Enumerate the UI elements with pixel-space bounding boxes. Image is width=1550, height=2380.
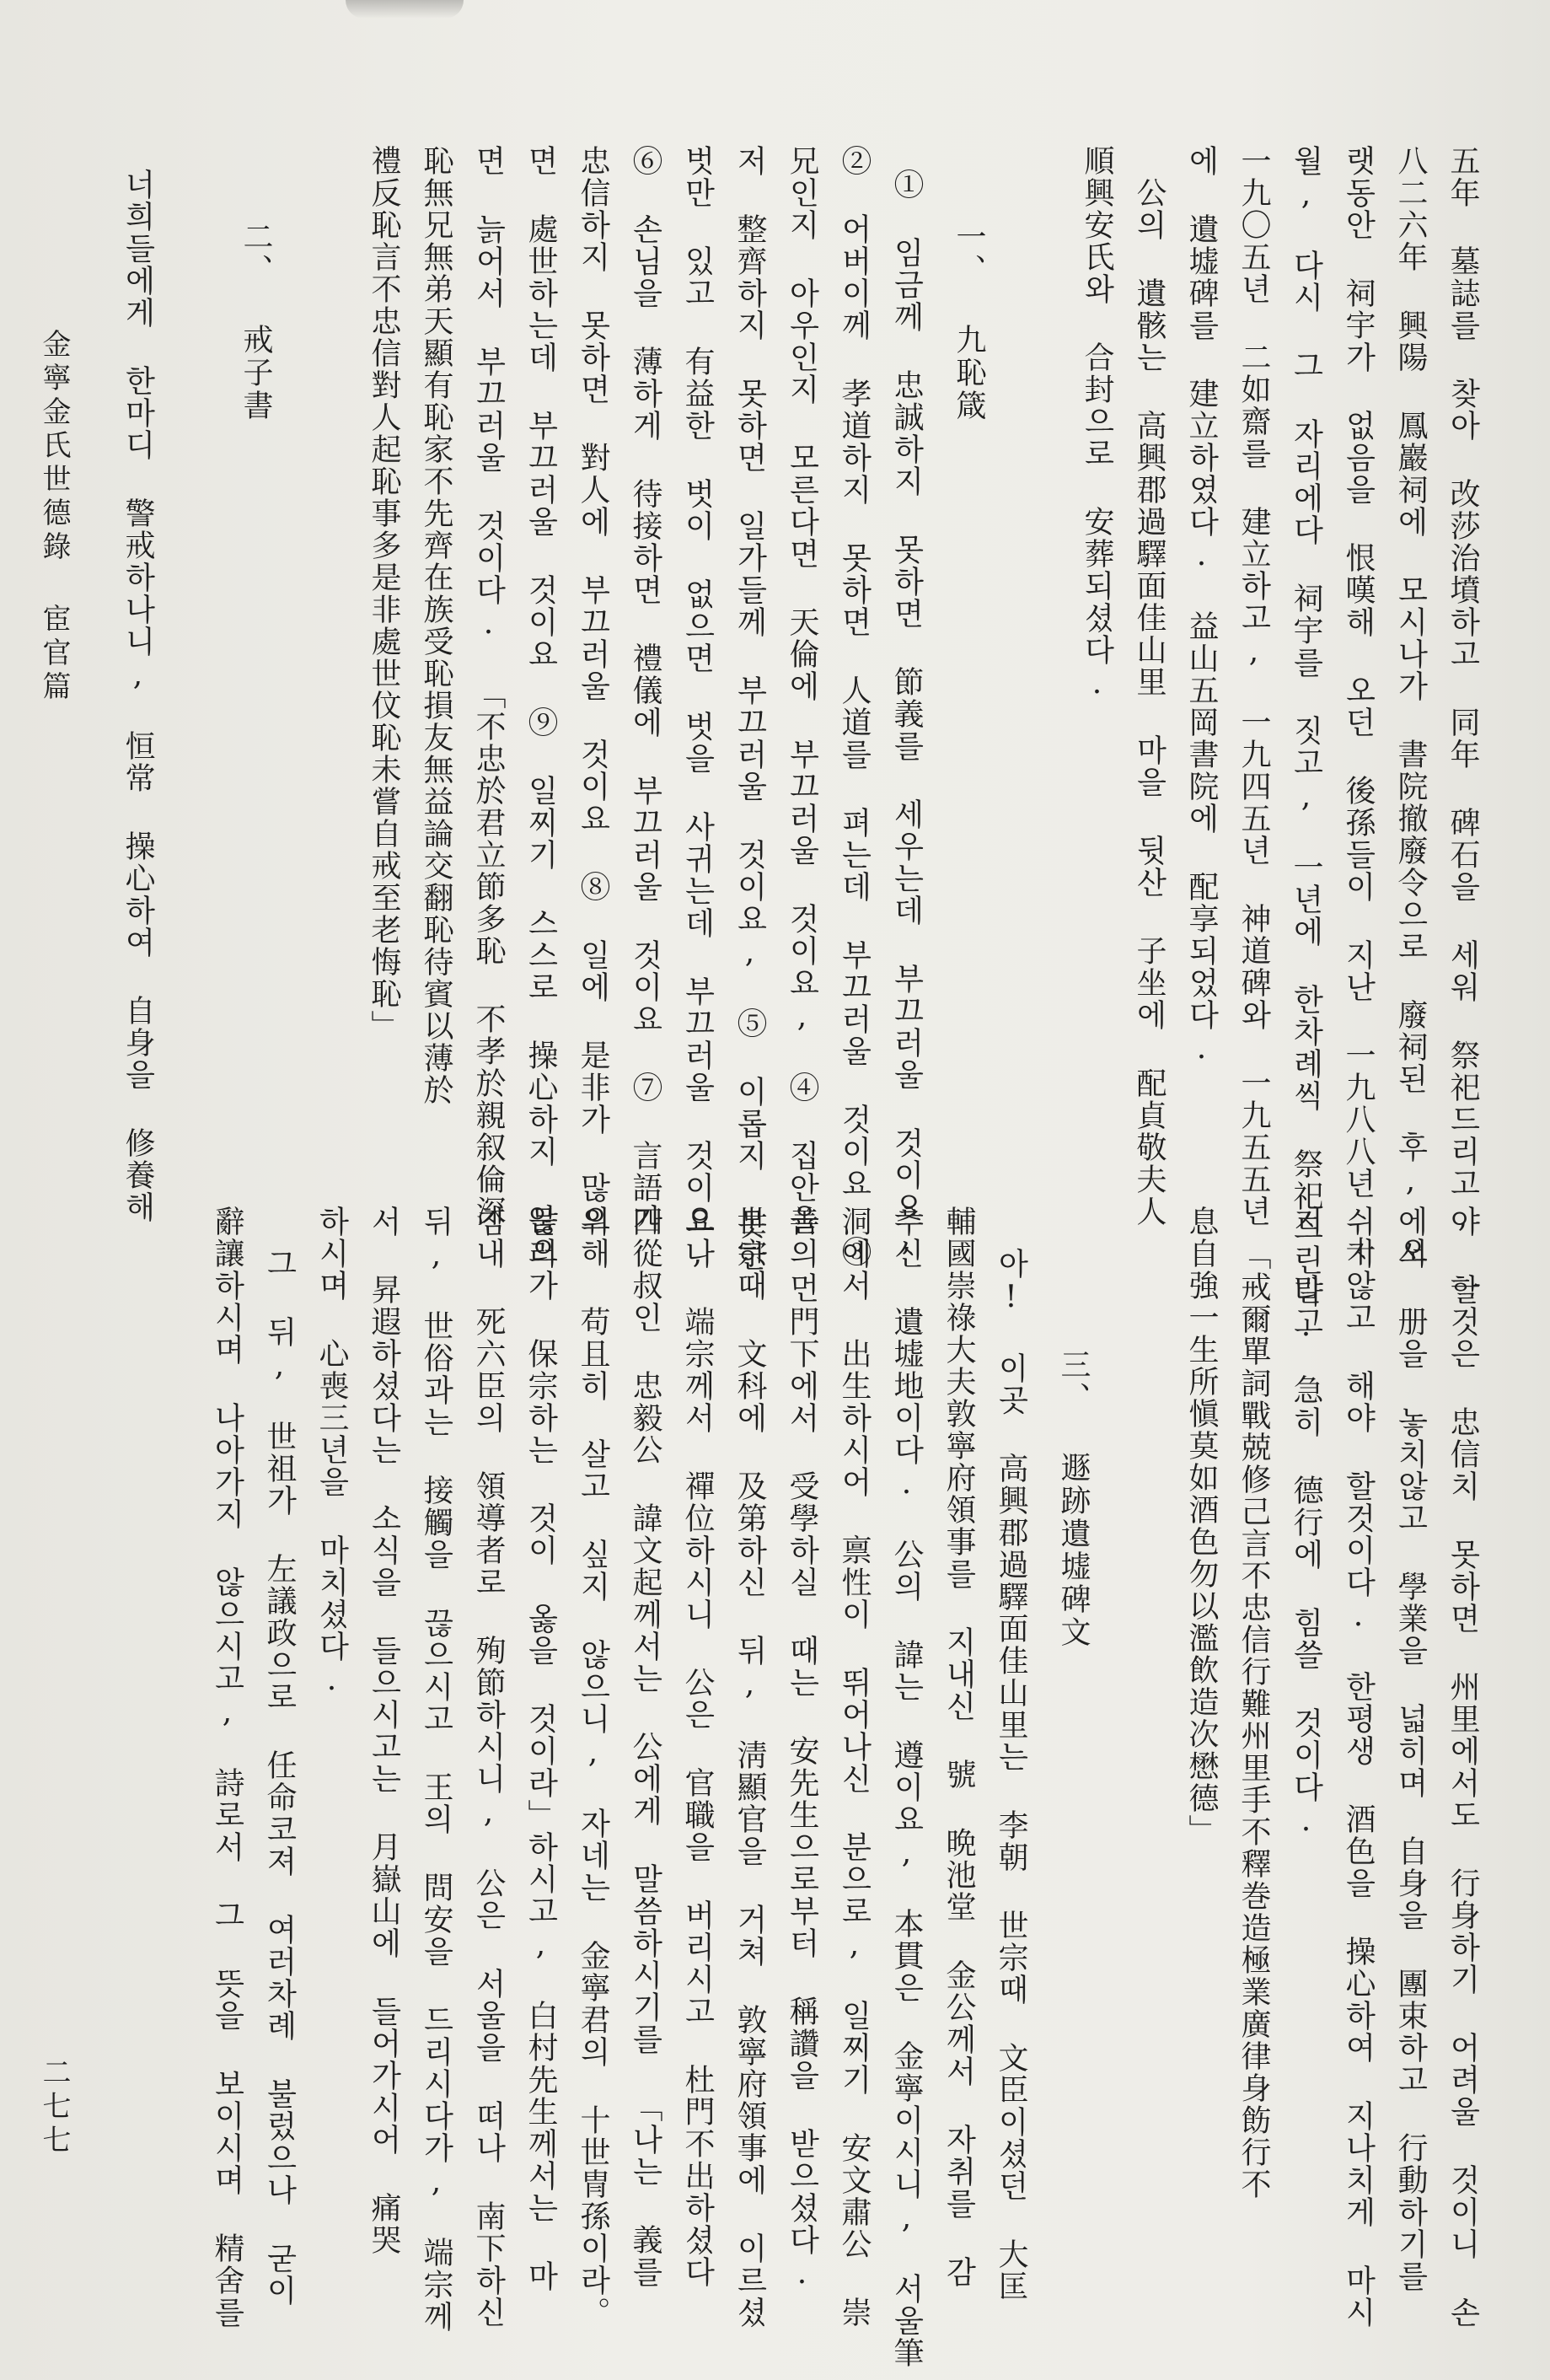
section-heading: 三、 遯跡遺墟碑文 — [1056, 1349, 1091, 1649]
text-column: 월, 다시 그 자리에다 祠宇를 짓고, 一년에 한차례씩 祭祀드린다. — [1289, 145, 1323, 1345]
text-column: 輔國崇祿大夫敦寧府領事를 지내신 號 晩池堂 金公께서 자취를 감 — [941, 1206, 976, 2288]
text-column: 하시며 心喪三년을 마치셨다. — [314, 1206, 349, 1699]
text-column: 에서 册을 놓치않고 學業을 넓히며 自身을 團束하고 行動하기를 — [1393, 1206, 1428, 2292]
text-column: 辭讓하시며 나아가지 않으시고, 詩로서 그 뜻을 보이시며 精舍를 — [210, 1206, 244, 2329]
text-column: 위해 苟且히 살고 싶지 않으니, 자네는 金寧君의 十世冑孫이라。 — [576, 1206, 610, 2329]
text-column: 에 遺墟碑를 建立하였다. 益山五岡書院에 配享되었다. — [1184, 145, 1219, 1067]
text-column: 息自強一生所愼莫如酒色勿以濫飲造次懋德」 — [1184, 1206, 1219, 1846]
text-column: 洞에서 出生하시어 禀性이 뛰어나신 분으로, 일찌기 安文肅公 崇 — [837, 1206, 872, 2329]
text-column: 쉬지않고 해야 할것이다. 한평생 酒色을 操心하여 지나치게 마시 — [1341, 1206, 1376, 2329]
text-column: 五年 墓誌를 찾아 改莎治墳하고 同年 碑石을 세워 祭祀드리고, 一 — [1445, 145, 1480, 1304]
text-column: 公의 遺骸는 高興郡過驛面佳山里 마을 뒷산 子坐에 配貞敬夫人 — [1132, 177, 1167, 1228]
text-column: 추신 遺墟地이다. 公의 諱는 遵이요, 本貫은 金寧이시니, 서울筆 — [889, 1206, 924, 2369]
text-column: 四從叔인 忠毅公 諱文起께서는 公에게 말씀하시기를 「나는 義를 — [628, 1206, 662, 2288]
text-column: ② 어버이께 孝道하지 못하면 人道를 펴는데 부끄러울 것이요 ③ — [837, 145, 872, 1268]
text-column: 忠信하지 못하면 對人에 부끄러울 것이요 ⑧ 일에 是非가 많으 — [576, 145, 610, 1236]
text-column: 兄인지 아우인지 모른다면 天倫에 부끄러울 것이요, ④ 집안을 먼 — [785, 145, 819, 1304]
text-column: 서 昇遐하셨다는 소식을 들으시고는 月嶽山에 들어가시어 痛哭 — [367, 1206, 401, 2256]
text-column: 저 整齊하지 못하면 일가들께 부끄러울 것이요, ⑤ 이롭지 못한 — [732, 145, 767, 1272]
text-column: 禮反恥言不忠信對人起恥事多是非處世伩恥未嘗自戒至老悔恥」 — [367, 145, 401, 1042]
text-column: 善의 門下에서 受學하실 때는 安先生으로부터 稱讚을 받으셨다. — [785, 1206, 819, 2292]
text-column: 지 말고 急히 德行에 힘쓸 것이다. — [1289, 1206, 1323, 1840]
text-column: 뒤, 世俗과는 接觸을 끊으시고 王의 問安을 드리시다가, 端宗께 — [419, 1206, 453, 2333]
text-column: 으나 端宗께서 禪位하시니 公은 官職을 버리시고 杜門不出하셨다 — [680, 1206, 715, 2288]
text-column: 랫동안 祠宇가 없음을 恨嘆해 오던 後孫들이 지난 一九八八년 十 — [1341, 145, 1376, 1268]
text-column: 면 處世하는데 부끄러울 것이요 ⑨ 일찌기 스스로 操心하지 않으 — [523, 145, 558, 1268]
page-shadow — [346, 0, 464, 19]
text-column: 면 늙어서 부끄러울 것이다. 「不忠於君立節多恥 不孝於親叙倫深 — [471, 145, 506, 1228]
text-column: 물러가 保宗하는 것이 옳을 것이라」하시고, 白村先生께서는 마 — [523, 1206, 558, 2292]
running-footer-title: 金寧金氏世德錄 宦官篇 — [37, 329, 71, 705]
text-column: 그 뒤, 世祖가 左議政으로 任命코져 여러차례 불렀으나 굳이 — [262, 1248, 297, 2307]
text-column: 아! 이곳 高興郡過驛面佳山里는 李朝 世宗때 文臣이셨던 大匡 — [994, 1248, 1028, 2302]
text-column: 야 할것은 忠信치 못하면 州里에서도 行身하기 어려울 것이니 손 — [1445, 1206, 1480, 2329]
text-column: ⑥ 손님을 薄하게 待接하면 禮儀에 부끄러울 것이요 ⑦ 言語가 — [628, 145, 662, 1236]
section-heading: 二、 戒子書 — [239, 221, 273, 422]
text-column: 一九〇五년 二如齋를 建立하고, 一九四五년 神道碑와 一九五五년 — [1236, 145, 1271, 1228]
text-column: 順興安氏와 合封으로 安葬되셨다. — [1080, 145, 1114, 702]
text-column: 침내 死六臣의 領導者로 殉節하시니, 公은 서울을 떠나 南下하신 — [471, 1206, 506, 2329]
text-column: 「戒爾單詞戰兢修己言不忠信行難州里手不釋巻造極業廣律身飭行不 — [1236, 1239, 1271, 2200]
text-column: 벗만 있고 有益한 벗이 없으면 벗을 사귀는데 부끄러울 것이요, — [680, 145, 715, 1272]
page-number: 二七七 — [37, 2057, 71, 2158]
text-column: 八二六年 興陽 鳳巖祠에 모시나가 書院撤廢令으로 廢祠된 후, 오 — [1393, 145, 1428, 1268]
section-heading: 一、 九恥箴 — [952, 221, 986, 422]
text-column: 恥無兄無弟天顯有恥家不先齊在族受恥損友無益論交翻恥待賓以薄於 — [419, 145, 453, 1106]
text-column: 너희들에게 한마디 警戒하나니, 恒常 操心하여 自身을 修養해 — [121, 169, 155, 1223]
text-column: 世宗때 文科에 及第하신 뒤, 淸顯官을 거쳐 敦寧府領事에 이르셨 — [732, 1206, 767, 2329]
text-column: ① 임금께 忠誠하지 못하면 節義를 세우는데 부끄러울 것이요, — [889, 169, 924, 1260]
